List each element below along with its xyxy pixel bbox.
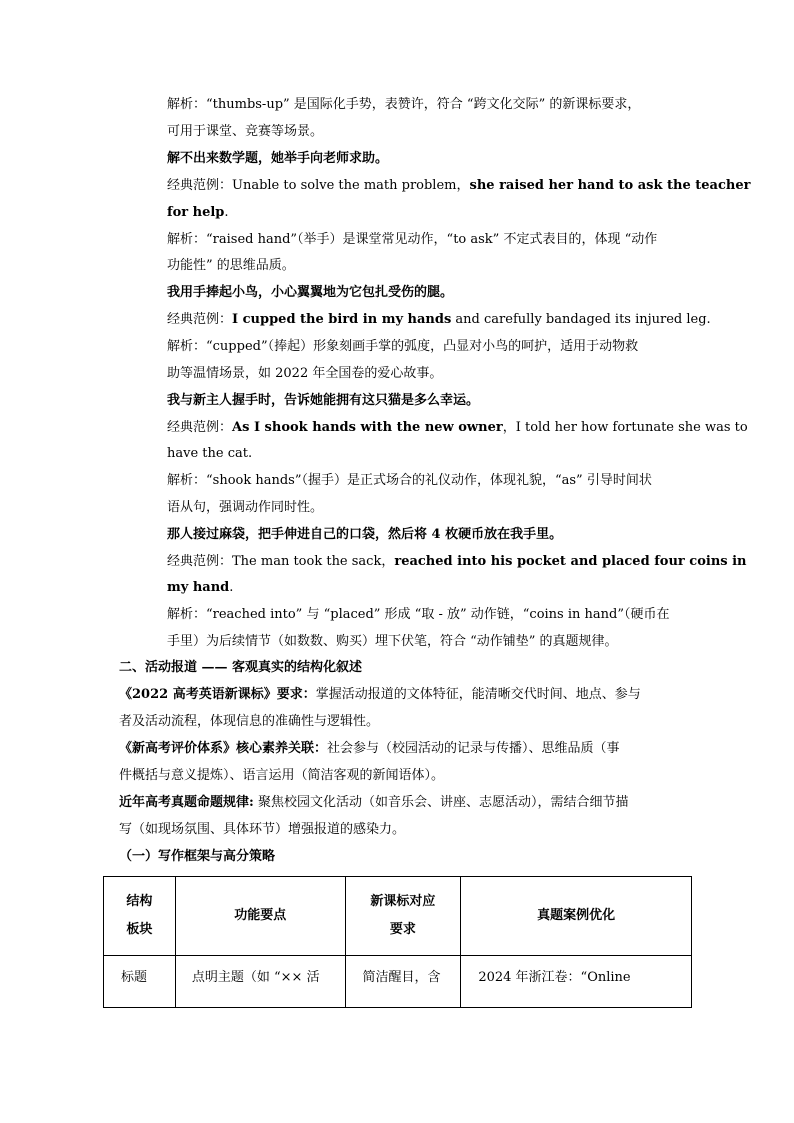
example-4-bold-cont: my hand — [167, 580, 230, 595]
row1-cell-structure: 标题 — [104, 956, 176, 1008]
requirement-text: 掌握活动报道的文体特征，能清晰交代时间、地点、参与 — [315, 687, 641, 702]
example-2-bold: I cupped the bird in my hands — [232, 312, 452, 327]
chinese-sentence-4: 那人接过麻袋，把手伸进自己的口袋，然后将 4 枚硬币放在我手里。 — [167, 527, 563, 542]
table-header-row — [104, 877, 692, 956]
example-4-prefix: 经典范例：The man took the sack， — [167, 554, 395, 569]
section-heading: 二、活动报道 —— 客观真实的结构化叙述 — [119, 660, 363, 675]
example-3-post: ，I told her how fortunate she was to — [502, 420, 748, 435]
exam-rule-label: 近年高考真题命题规律: — [119, 795, 254, 810]
example-4-line2 — [167, 579, 233, 597]
example-1-line1 — [167, 177, 750, 195]
example-3-bold: As I shook hands with the new owner — [232, 420, 503, 435]
example-1-bold-cont: for help — [167, 205, 225, 220]
analysis-2-line2: 助等温情场景，如 2022 年全国卷的爱心故事。 — [167, 366, 443, 381]
header-cell-structure — [104, 877, 176, 956]
evaluation-label: 《新高考评价体系》核心素养关联： — [119, 741, 328, 756]
analysis-1-line2: 功能性” 的思维品质。 — [167, 258, 295, 273]
header-cell-function — [175, 877, 345, 956]
row1-cell-curriculum: 简洁醒目，含 — [345, 956, 461, 1008]
analysis-thumbs-up-line1: 解析：“thumbs-up” 是国际化手势，表赞许，符合 “跨文化交际” 的新课标要求， — [167, 97, 641, 112]
exam-rule-line1 — [119, 794, 628, 812]
analysis-4-line2: 手里）为后续情节（如数数、购买）埋下伏笔，符合 “动作铺垫” 的真题规律。 — [167, 634, 618, 649]
exam-rule-line2: 写（如现场氛围、具体环节）增强报道的感染力。 — [119, 822, 406, 837]
evaluation-text: 社会参与（校园活动的记录与传播）、思维品质（事 — [327, 741, 620, 756]
evaluation-line1 — [119, 740, 620, 758]
chinese-sentence-2: 我用手捧起小鸟，小心翼翼地为它包扎受伤的腿。 — [167, 285, 454, 300]
example-1-end: . — [224, 205, 229, 220]
table-row — [104, 956, 692, 1008]
example-4-line1 — [167, 553, 747, 571]
example-1-line2 — [167, 204, 229, 222]
header-curriculum-line2: 要求 — [389, 922, 416, 937]
example-3-line2: have the cat. — [167, 446, 253, 461]
framework-table — [103, 876, 692, 1008]
header-cell-case — [461, 877, 692, 956]
analysis-2-line1: 解析：“cupped”（捧起）形象刻画手掌的弧度，凸显对小鸟的呵护，适用于动物救 — [167, 339, 639, 354]
header-structure-line1: 结构 — [126, 894, 153, 909]
analysis-3-line1: 解析：“shook hands”（握手）是正式场合的礼仪动作，体现礼貌，“as” 引导时间状 — [167, 473, 652, 488]
requirement-label: 《2022 高考英语新课标》要求： — [119, 687, 316, 702]
requirement-line2: 者及活动流程，体现信息的准确性与逻辑性。 — [119, 714, 380, 729]
example-2-prefix: 经典范例： — [167, 312, 233, 327]
chinese-sentence-3: 我与新主人握手时，告诉她能拥有这只猫是多么幸运。 — [167, 393, 480, 408]
example-3-prefix: 经典范例： — [167, 420, 233, 435]
example-1-bold: she raised her hand to ask the teacher — [469, 178, 751, 193]
example-4-end: . — [229, 580, 234, 595]
example-2-line — [167, 311, 711, 329]
example-1-prefix: 经典范例：Unable to solve the math problem， — [167, 178, 470, 193]
requirement-line1 — [119, 686, 641, 704]
evaluation-line2: 件概括与意义提炼）、语言运用（简洁客观的新闻语体）。 — [119, 768, 445, 783]
header-curriculum-line1: 新课标对应 — [370, 894, 436, 909]
sub-heading: （一）写作框架与高分策略 — [119, 849, 276, 864]
example-4-bold: reached into his pocket and placed four coins in — [394, 554, 747, 569]
analysis-1-line1: 解析：“raised hand”（举手）是课堂常见动作，“to ask” 不定式表目的，体现 “动作 — [167, 232, 658, 247]
header-case-text: 真题案例优化 — [537, 908, 616, 923]
example-3-line1 — [167, 419, 748, 437]
example-2-post: and carefully bandaged its injured leg. — [451, 312, 711, 327]
row1-cell-case: 2024 年浙江卷：“Online — [461, 956, 692, 1008]
header-cell-curriculum — [345, 877, 461, 956]
header-function-text: 功能要点 — [234, 908, 287, 923]
analysis-3-line2: 语从句，强调动作同时性。 — [167, 500, 324, 515]
chinese-sentence-1: 解不出来数学题，她举手向老师求助。 — [167, 151, 389, 166]
header-structure-line2: 板块 — [126, 922, 153, 937]
exam-rule-text: 聚焦校园文化活动（如音乐会、讲座、志愿活动），需结合细节描 — [253, 795, 629, 810]
analysis-thumbs-up-line2: 可用于课堂、竞赛等场景。 — [167, 124, 324, 139]
row1-cell-function: 点明主题（如 “×× 活 — [175, 956, 345, 1008]
analysis-4-line1: 解析：“reached into” 与 “placed” 形成 “取 - 放” 动作链，“coins in hand”（硬币在 — [167, 607, 670, 622]
